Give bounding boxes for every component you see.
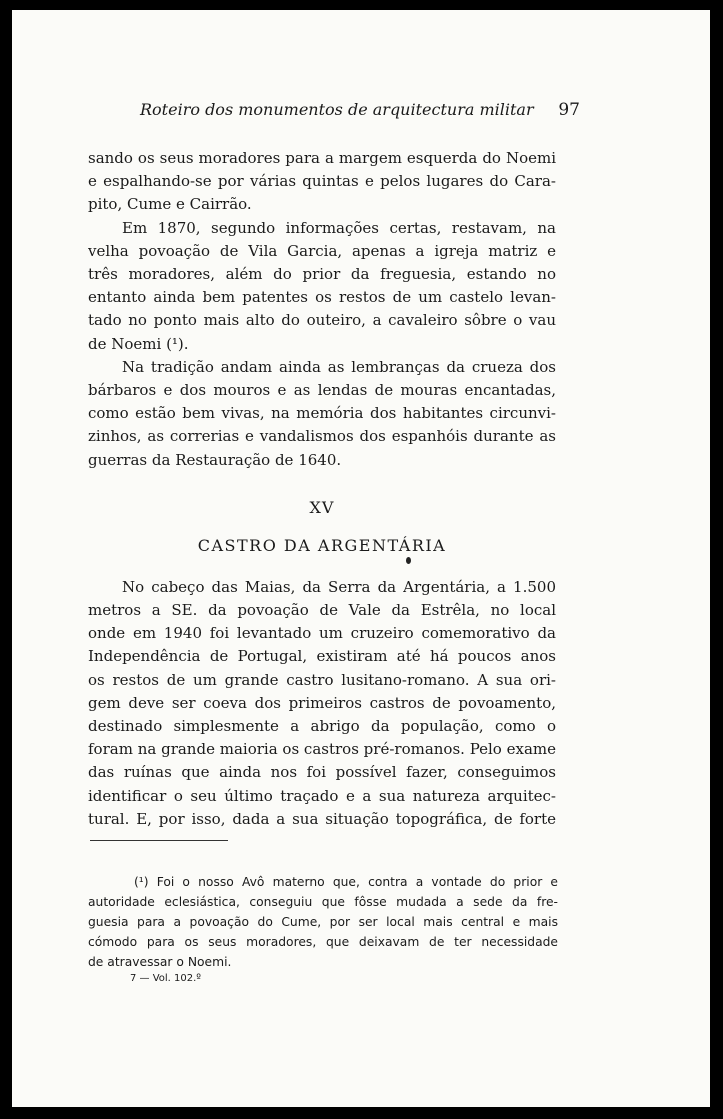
footnote-line: autoridade eclesiástica, conseguiu que fôsse mudada a sede da fre- <box>88 895 558 909</box>
section-title: CASTRO DA ARGENTÁRIA <box>197 535 447 555</box>
footnote-line: cómodo para os seus moradores, que deixavam de ter necessidade <box>88 935 558 949</box>
paragraph-1 <box>88 147 556 217</box>
text-line: das ruínas que ainda nos foi possível fazer, conseguimos <box>88 763 556 782</box>
footnote-line: (¹) Foi o nosso Avô materno que, contra a vontade do prior e <box>134 875 558 889</box>
text-line: Na tradição andam ainda as lembranças da crueza dos <box>122 357 556 376</box>
book-page <box>12 10 710 1107</box>
text-line: gem deve ser coeva dos primeiros castros de povoamento, <box>88 693 556 712</box>
text-line: entanto ainda bem patentes os restos de um castelo levan- <box>88 288 556 307</box>
text-line: No cabeço das Maias, da Serra da Argentária, a 1.500 <box>122 577 556 596</box>
page-body <box>88 147 556 831</box>
text-line: velha povoação de Vila Garcia, apenas a igreja matriz e <box>88 241 556 260</box>
text-line: pito, Cume e Cairrão. <box>88 195 252 214</box>
paragraph-4 <box>88 576 556 831</box>
footnote-divider <box>90 840 228 841</box>
text-line: guerras da Restauração de 1640. <box>88 450 342 469</box>
paragraph-2 <box>88 217 556 356</box>
text-line: os restos de um grande castro lusitano-romano. A sua ori- <box>88 670 556 689</box>
text-line: e espalhando-se por várias quintas e pelos lugares do Cara- <box>88 172 556 191</box>
text-line: identificar o seu último traçado e a sua natureza arquitec- <box>88 786 556 805</box>
text-line: sando os seus moradores para a margem esquerda do Noemi <box>88 149 556 167</box>
footnote-line: guesia para a povoação do Cume, por ser local mais central e mais <box>88 915 558 929</box>
page-number: 97 <box>558 100 580 120</box>
text-line: de Noemi (¹). <box>88 334 189 353</box>
text-line: Em 1870, segundo informações certas, restavam, na <box>122 218 556 237</box>
text-line: Independência de Portugal, existiram até há poucos anos <box>88 647 556 666</box>
paragraph-3 <box>88 356 556 472</box>
footnote <box>88 872 558 972</box>
running-header <box>140 100 580 124</box>
text-line: foram na grande maioria os castros pré-romanos. Pelo exame <box>88 740 556 759</box>
text-line: bárbaros e dos mouros e as lendas de mouras encantadas, <box>88 381 556 400</box>
text-line: três moradores, além do prior da freguesia, estando no <box>88 265 556 284</box>
text-line: como estão bem vivas, na memória dos habitantes circunvi- <box>88 404 556 423</box>
header-title: Roteiro dos monumentos de arquitectura militar <box>140 100 534 119</box>
text-line: zinhos, as correrias e vandalismos dos espanhóis durante as <box>88 427 556 446</box>
text-line: metros a SE. da povoação de Vale da Estrêla, no local <box>88 601 556 620</box>
section-number: XV <box>309 497 335 517</box>
signature-mark: 7 — Vol. 102.º <box>130 973 202 984</box>
text-line: destinado simplesmente a abrigo da população, como o <box>88 717 556 736</box>
text-line: onde em 1940 foi levantado um cruzeiro comemorativo da <box>88 624 556 643</box>
text-line: tural. E, por isso, dada a sua situação topográfica, de forte <box>88 809 556 828</box>
ink-speck <box>406 557 411 564</box>
footnote-line: de atravessar o Noemi. <box>88 955 232 969</box>
text-line: tado no ponto mais alto do outeiro, a cavaleiro sôbre o vau <box>88 311 556 330</box>
